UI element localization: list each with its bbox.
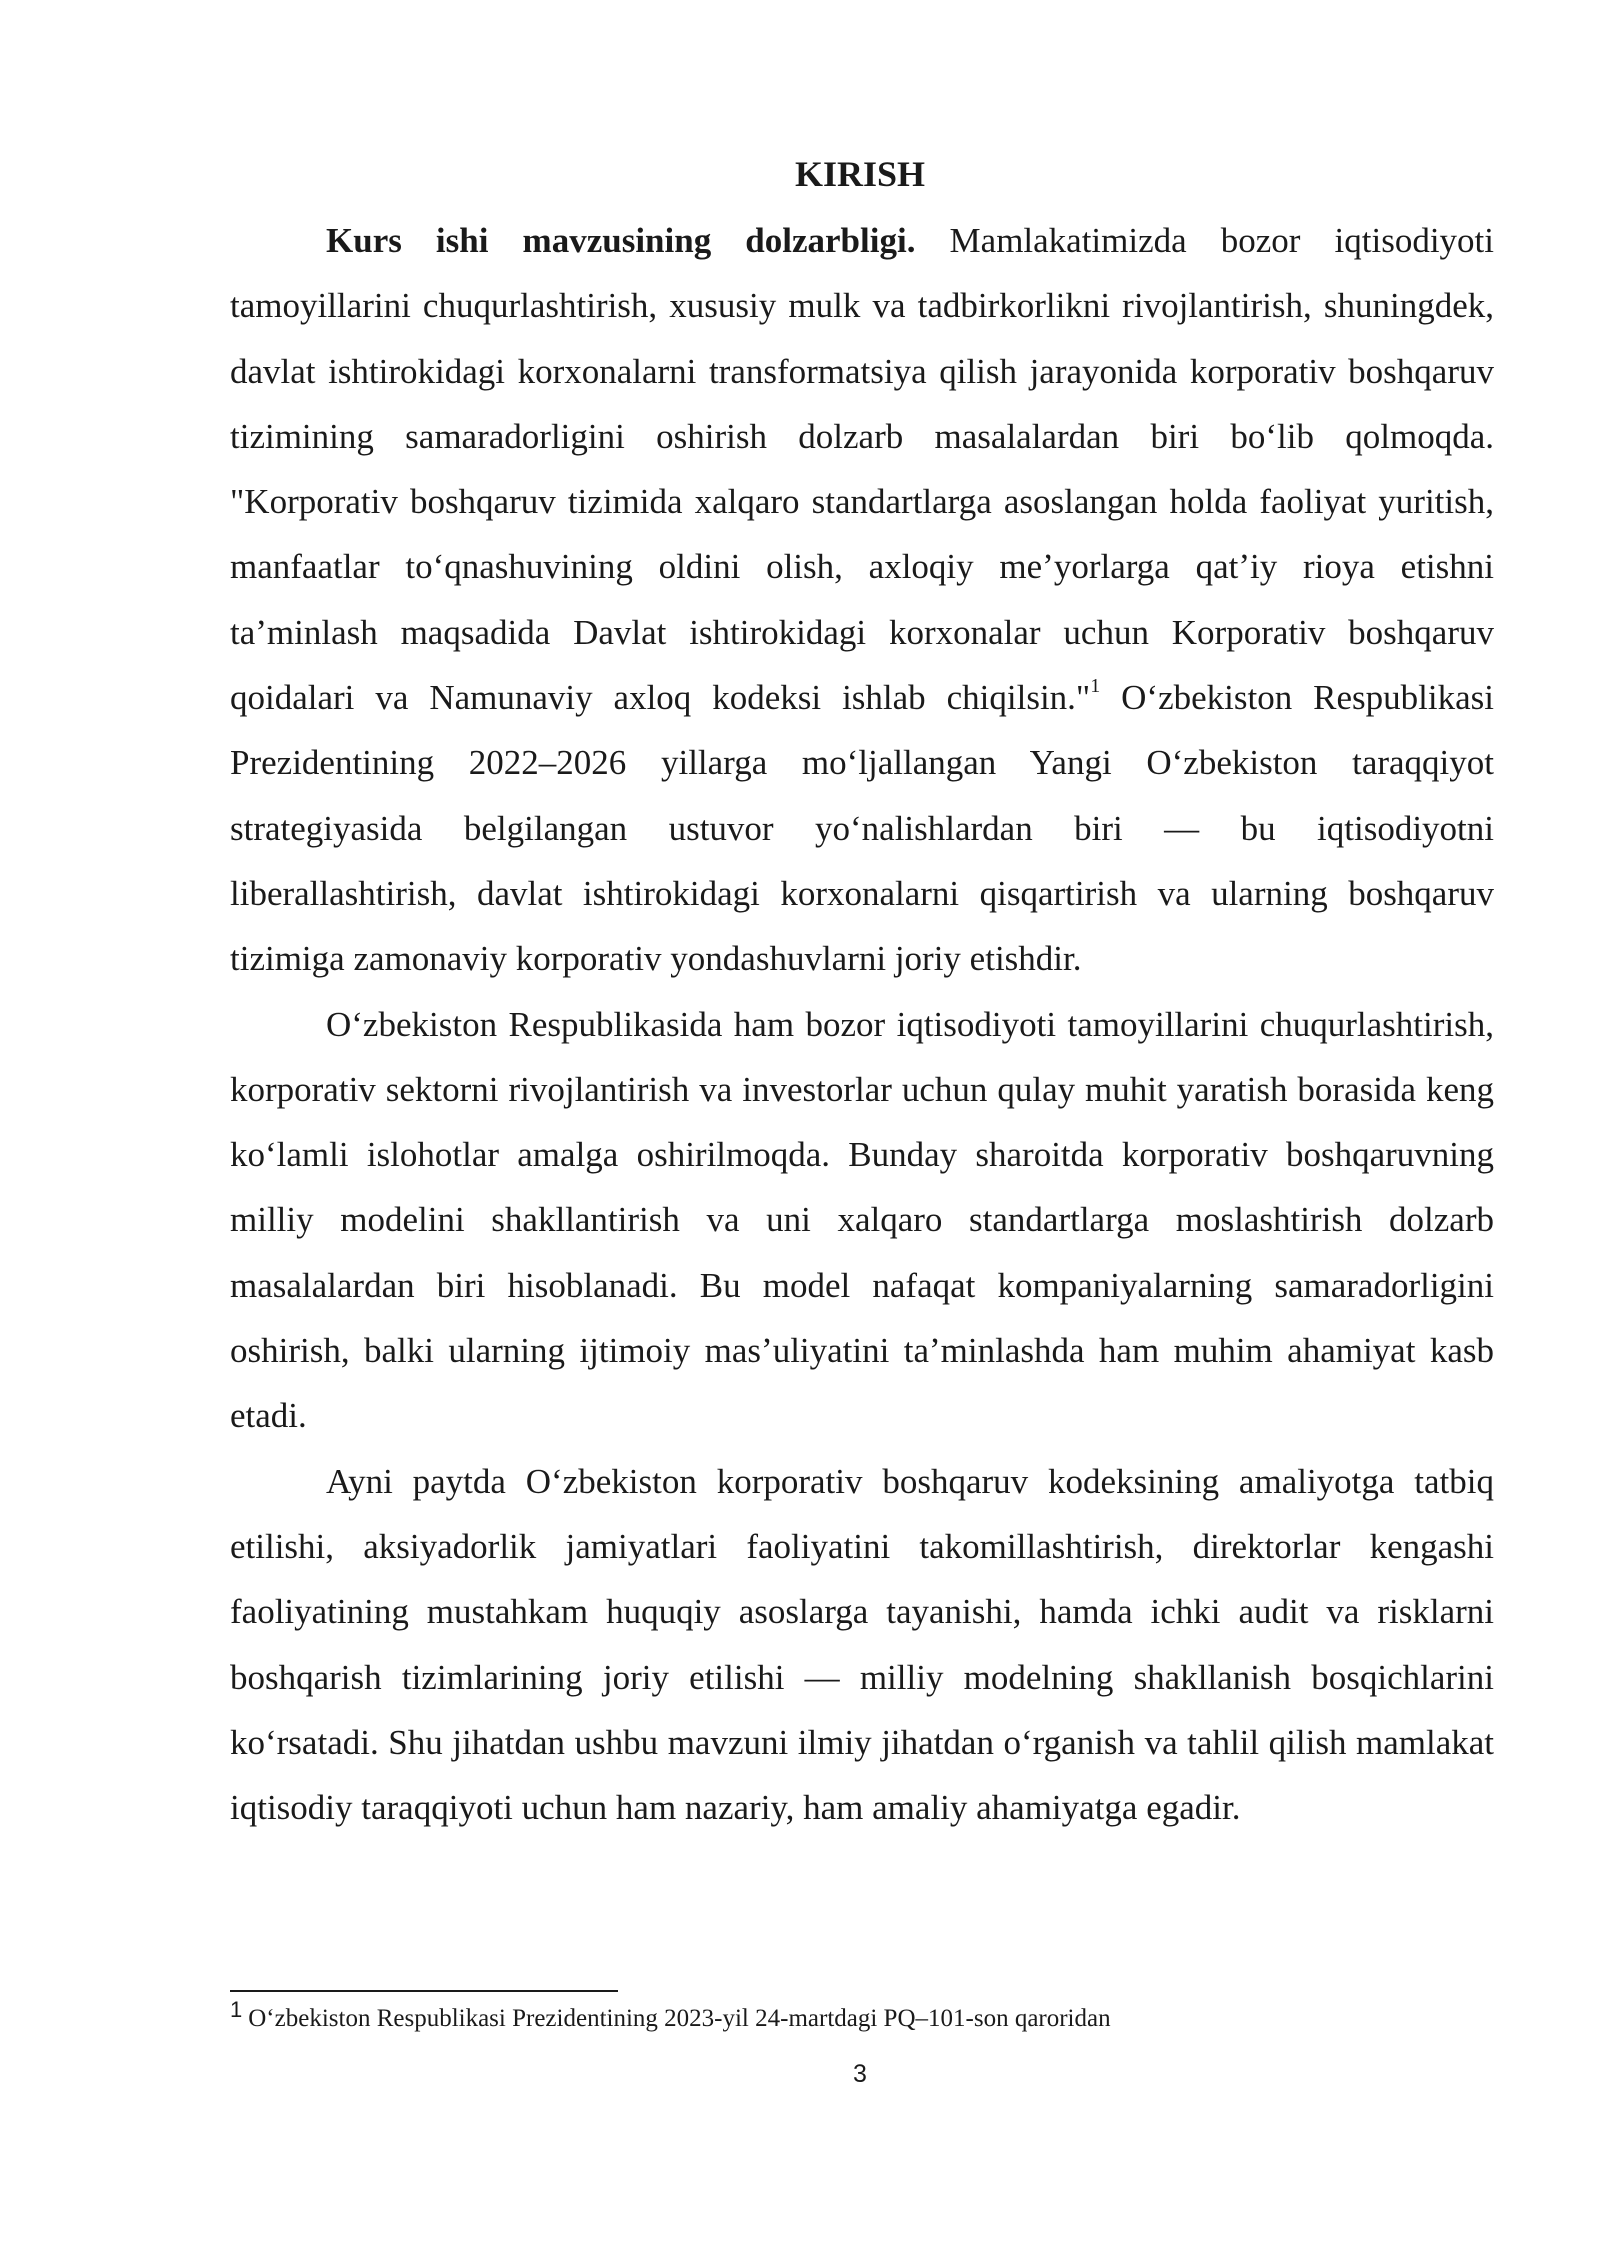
footnote-separator xyxy=(230,1990,618,1992)
page-number: 3 xyxy=(853,2060,867,2088)
paragraph-lead: Kurs ishi mavzusining dolzarbligi. xyxy=(326,221,916,260)
footnote-mark: 1 xyxy=(230,1996,243,2022)
footnote-text: Oʻzbekiston Respublikasi Prezidentining 2023-yil 24-martdagi PQ–101-son qaroridan xyxy=(248,2005,1111,2032)
section-heading: KIRISH xyxy=(794,154,926,194)
body-text xyxy=(230,208,1494,1840)
paragraph-text: Oʻzbekiston Respublikasi Prezidentining 2022–2026 yillarga moʻljallangan Yangi Oʻzbekiston taraqqiyot strategiyasida belgilangan ustuvor yoʻnalishlardan biri — bu iqtisodiyotni liberallashtirish, davlat ishtirokidagi korxonalarni qisqartirish va ularning boshqaruv tizimiga zamonaviy korporativ yondashuvlarni joriy etishdir. xyxy=(230,678,1494,979)
paragraph-relevance xyxy=(230,208,1494,992)
footnote-reference[interactable]: 1 xyxy=(1090,675,1101,698)
paragraph-reforms: Oʻzbekiston Respublikasida ham bozor iqtisodiyoti tamoyillarini chuqurlashtirish, korporativ sektorni rivojlantirish va investorlar uchun qulay muhit yaratish borasida keng koʻlamli islohotlar amalga oshirilmoqda. Bunday sharoitda korporativ boshqaruvning milliy modelini shakllantirish va uni xalqaro standartlarga moslashtirish dolzarb masalalardan biri hisoblanadi. Bu model nafaqat kompaniyalarning samaradorligini oshirish, balki ularning ijtimoiy masʼuliyatini taʼminlashda ham muhim ahamiyat kasb etadi. xyxy=(230,1004,1494,1436)
paragraph-text: Mamlakatimizda bozor iqtisodiyoti tamoyillarini chuqurlashtirish, xususiy mulk va tadbirkorlikni rivojlantirish, shuningdek, davlat ishtirokidagi korxonalarni transformatsiya qilish jarayonida korporativ boshqaruv tizimining samaradorligini oshirish dolzarb masalalardan biri boʻlib qolmoqda. "Korporativ boshqaruv tizimida xalqaro standartlarga asoslangan holda faoliyat yuritish, manfaatlar toʻqnashuvining oldini olish, axloqiy meʼyorlarga qatʼiy rioya etishni taʼminlash maqsadida Davlat ishtirokidagi korxonalar uchun Korporativ boshqaruv qoidalari va Namunaviy axloq kodeksi ishlab chiqilsin." xyxy=(230,221,1495,718)
footnote xyxy=(230,1996,1494,2036)
paragraph-code-implementation: Ayni paytda Oʻzbekiston korporativ boshqaruv kodeksining amaliyotga tatbiq etilishi, aksiyadorlik jamiyatlari faoliyatini takomillashtirish, direktorlar kengashi faoliyatining mustahkam huquqiy asoslarga tayanishi, hamda ichki audit va risklarni boshqarish tizimlarining joriy etilishi — milliy modelning shakllanish bosqichlarini koʻrsatadi. Shu jihatdan ushbu mavzuni ilmiy jihatdan oʻrganish va tahlil qilish mamlakat iqtisodiy taraqqiyoti uchun ham nazariy, ham amaliy ahamiyatga egadir. xyxy=(230,1461,1494,1828)
